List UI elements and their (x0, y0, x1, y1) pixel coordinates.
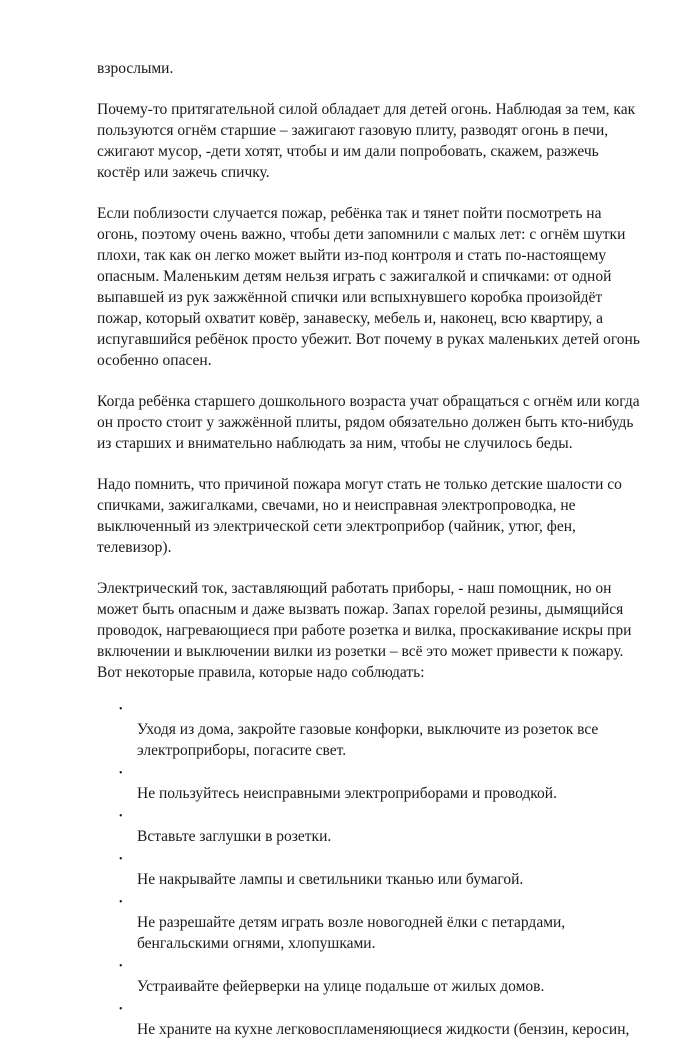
list-item-text: Не разрешайте детям играть возле новогодней ёлки с петардами, бенгальскими огнями, хлопушками. (137, 914, 566, 952)
list-item-text: Уходя из дома, закройте газовые конфорки, выключите из розеток все электроприборы, погасите свет. (137, 721, 599, 759)
bullet-icon: • (119, 854, 123, 865)
paragraph-supervision: Когда ребёнка старшего дошкольного возраста учат обращаться с огнём или когда он просто стоит у зажжённой плиты, рядом обязательно должен быть кто-нибудь из старших и внимательно наблюдать за ним, чтобы не случилось беды. (97, 393, 640, 452)
list-item (97, 853, 642, 890)
paragraph-fire-danger: Если поблизости случается пожар, ребёнка так и тянет пойти посмотреть на огонь, поэтому очень важно, чтобы дети запомнили с малых лет: с огнём шутки плохи, так как он легко может выйти из-под контроля и стать по-настоящему опасным. Маленьким детям нельзя играть с зажигалкой и спичками: от одной выпавшей из рук зажжённой спички или вспыхнувшего коробка произойдёт пожар, который охватит ковёр, занавеску, мебель и, наконец, всю квартиру, а испугавшийся ребёнок просто убежит. Вот почему в руках маленьких детей огонь особенно опасен. (97, 205, 640, 369)
list-item (97, 960, 642, 997)
list-item (97, 767, 642, 804)
bullet-icon: • (119, 704, 123, 715)
paragraph-continuation: взрослыми. (97, 60, 174, 77)
list-item (97, 703, 642, 761)
paragraph-electricity: Электрический ток, заставляющий работать приборы, - наш помощник, но он может быть опасным и даже вызвать пожар. Запах горелой резины, дымящийся проводок, нагревающиеся при работе розетка и вилка, проскакивание искры при включении и выключении вилки из розетки – всё это может привести к пожару. Вот некоторые правила, которые надо соблюдать: (97, 580, 632, 681)
bullet-icon: • (119, 768, 123, 779)
list-item (97, 896, 642, 954)
list-item-text: Вставьте заглушки в розетки. (137, 828, 332, 845)
bullet-icon: • (119, 961, 123, 972)
bullet-icon: • (119, 811, 123, 822)
list-item-text: Устраивайте фейерверки на улице подальше от жилых домов. (137, 978, 545, 995)
rules-list (97, 703, 642, 1040)
list-item (97, 810, 642, 847)
bullet-icon: • (119, 897, 123, 908)
list-item (97, 1003, 642, 1040)
list-item-text: Не пользуйтесь неисправными электроприборами и проводкой. (137, 785, 557, 802)
paragraph-fire-attraction: Почему-то притягательной силой обладает для детей огонь. Наблюдая за тем, как пользуются огнём старшие – зажигают газовую плиту, разводят огонь в печи, сжигают мусор, -дети хотят, чтобы и им дали попробовать, скажем, разжечь костёр или зажечь спичку. (97, 101, 636, 181)
paragraph-causes: Надо помнить, что причиной пожара могут стать не только детские шалости со спичками, зажигалками, свечами, но и неисправная электропроводка, не выключенный из электрической сети электроприбор (чайник, утюг, фен, телевизор). (97, 476, 622, 556)
bullet-icon: • (119, 1004, 123, 1015)
list-item-text: Не храните на кухне легковоспламеняющиеся жидкости (бензин, керосин, (137, 1021, 630, 1038)
list-item-text: Не накрывайте лампы и светильники тканью или бумагой. (137, 871, 524, 888)
